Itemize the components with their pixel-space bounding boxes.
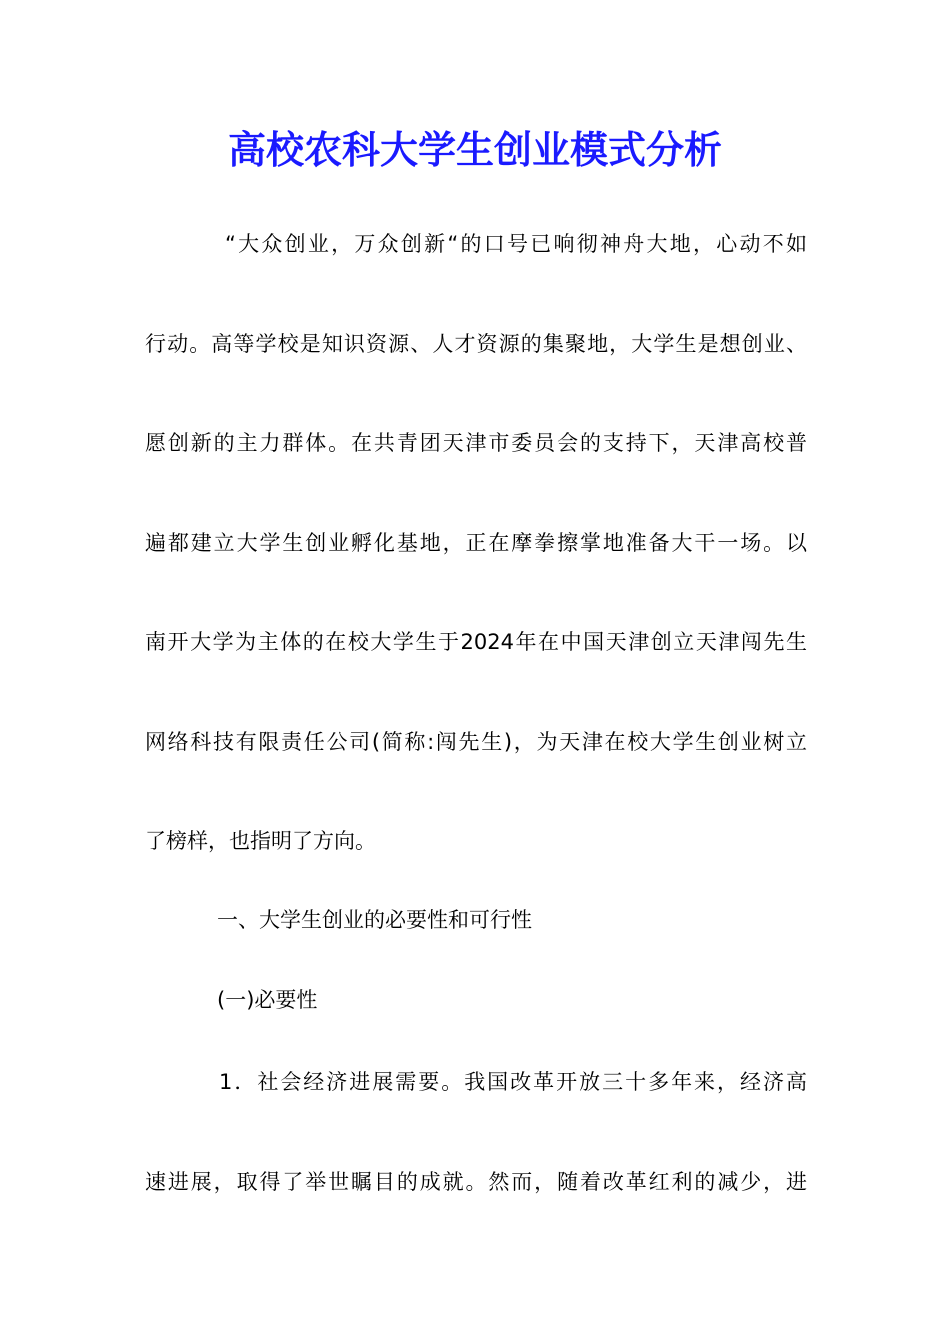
paragraph-line: 速进展，取得了举世瞩目的成就。然而，随着改革红利的减少，进 [145, 1170, 807, 1194]
paragraph-line: 行动。高等学校是知识资源、人才资源的集聚地，大学生是想创业、 [145, 332, 807, 356]
paragraph-line: 愿创新的主力群体。在共青团天津市委员会的支持下，天津高校普 [145, 431, 807, 455]
section-heading: 一、大学生创业的必要性和可行性 [217, 908, 532, 932]
paragraph-line: “大众创业，万众创新“的口号已响彻神舟大地，心动不如 [225, 232, 807, 256]
subsection-heading: (一)必要性 [217, 988, 318, 1012]
paragraph-line: 网络科技有限责任公司(简称:闯先生)，为天津在校大学生创业树立 [145, 730, 807, 754]
paragraph-line: 1．社会经济进展需要。我国改革开放三十多年来，经济高 [219, 1070, 807, 1094]
paragraph-line: 了榜样，也指明了方向。 [145, 829, 376, 853]
paragraph-line: 遍都建立大学生创业孵化基地，正在摩拳擦掌地准备大干一场。以 [145, 531, 807, 555]
paragraph-line: 南开大学为主体的在校大学生于2024年在中国天津创立天津闯先生 [145, 630, 807, 654]
document-title: 高校农科大学生创业模式分析 [227, 127, 722, 172]
